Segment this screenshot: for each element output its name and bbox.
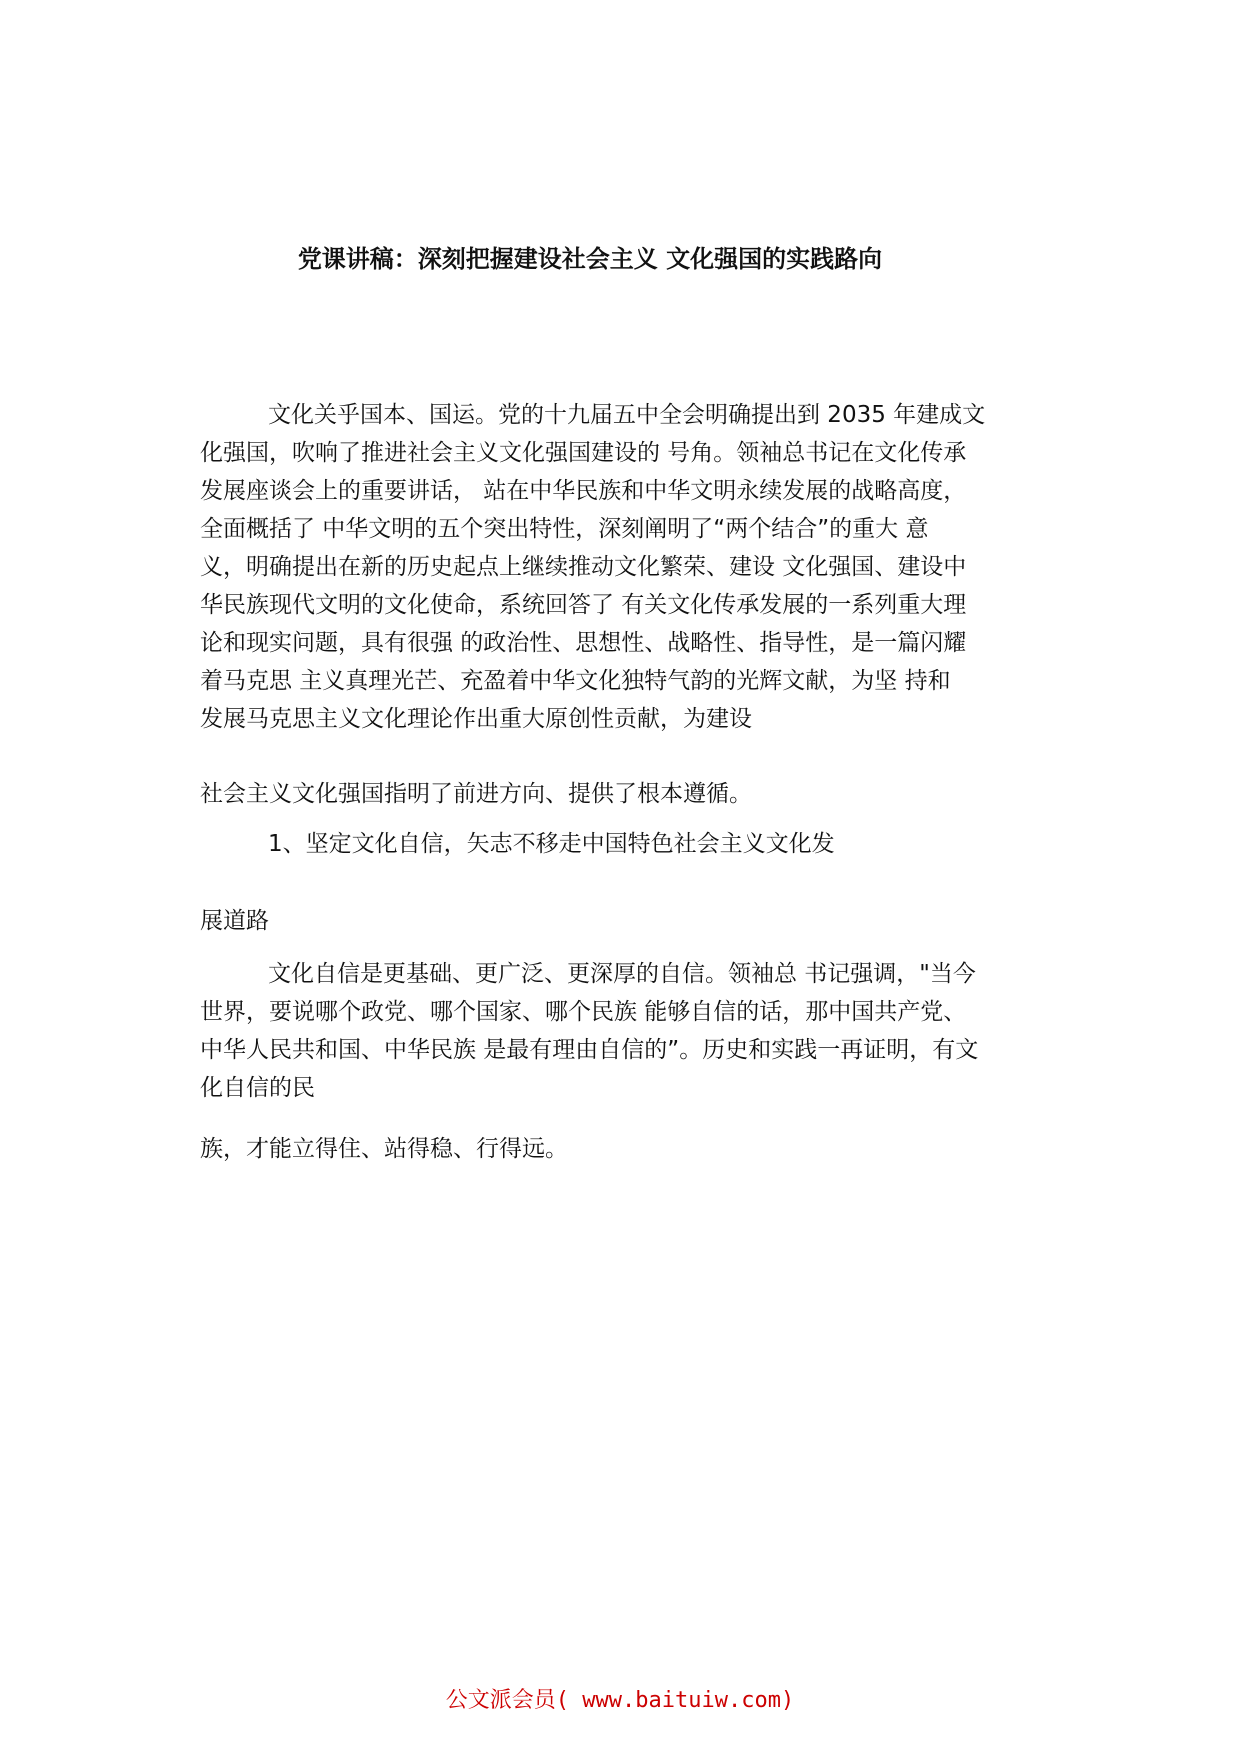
document-title: 党课讲稿：深刻把握建设社会主义 文化强国的实践路向: [297, 245, 883, 273]
section-heading-line: 1、坚定文化自信，矢志不移走中国特色社会主义文化发: [268, 831, 835, 857]
paragraph-line: 化强国，吹响了推进社会主义文化强国建设的 号角。领袖总书记在文化传承: [200, 440, 967, 466]
paragraph-1-end: [200, 775, 1080, 813]
section-heading-1: [200, 825, 1080, 863]
section-heading-line: 展道路: [200, 908, 269, 934]
paragraph-1: [200, 396, 1080, 738]
paragraph-line: 着马克思 主义真理光芒、充盈着中华文化独特气韵的光辉文献，为坚 持和: [200, 668, 951, 694]
paragraph-2-end: [200, 1130, 1080, 1168]
footer-label: 公文派会员: [445, 1688, 556, 1713]
section-heading-1-end: [200, 902, 1080, 940]
paragraph-line: 义，明确提出在新的历史起点上继续推动文化繁荣、建设 文化强国、建设中: [200, 554, 967, 580]
paragraph-line: 中华人民共和国、中华民族 是最有理由自信的”。历史和实践一再证明，有文: [200, 1037, 979, 1063]
paragraph-line: 文化关乎国本、国运。党的十九届五中全会明确提出到 2035 年建成文: [268, 402, 986, 428]
paragraph-2: [200, 955, 1080, 1107]
footer-url[interactable]: ( www.baituiw.com): [555, 1688, 795, 1713]
paragraph-line: 全面概括了 中华文明的五个突出特性，深刻阐明了“两个结合”的重大 意: [200, 516, 929, 542]
paragraph-line: 文化自信是更基础、更广泛、更深厚的自信。领袖总 书记强调，"当今: [268, 961, 976, 987]
paragraph-line: 族，才能立得住、站得稳、行得远。: [200, 1136, 568, 1162]
footer-watermark: [0, 1686, 1240, 1716]
paragraph-line: 发展马克思主义文化理论作出重大原创性贡献，为建设: [200, 706, 752, 732]
paragraph-line: 世界，要说哪个政党、哪个国家、哪个民族 能够自信的话，那中国共产党、: [200, 999, 967, 1025]
paragraph-line: 论和现实问题，具有很强 的政治性、思想性、战略性、指导性，是一篇闪耀: [200, 630, 967, 656]
paragraph-line: 华民族现代文明的文化使命，系统回答了 有关文化传承发展的一系列重大理: [200, 592, 967, 618]
paragraph-line: 化自信的民: [200, 1075, 315, 1101]
paragraph-line: 发展座谈会上的重要讲话， 站在中华民族和中华文明永续发展的战略高度，: [200, 478, 967, 504]
paragraph-line: 社会主义文化强国指明了前进方向、提供了根本遵循。: [200, 781, 752, 807]
